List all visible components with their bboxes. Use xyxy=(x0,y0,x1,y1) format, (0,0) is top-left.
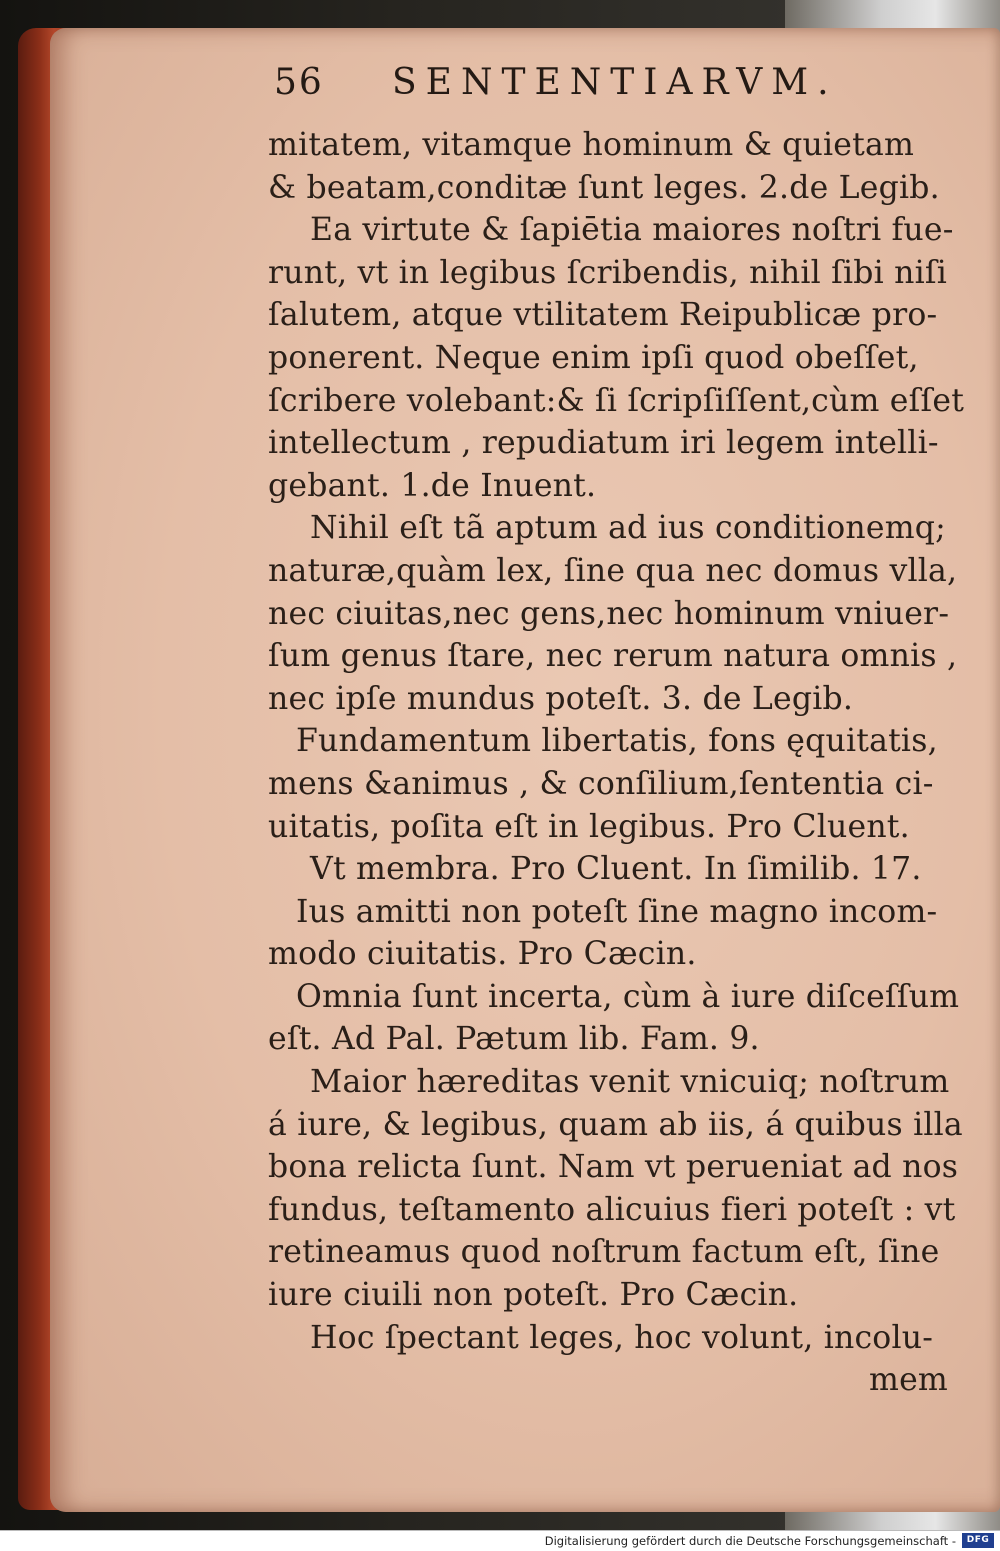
catchword: mem xyxy=(869,1362,948,1399)
text-line: mitatem, vitamque hominum & quietam xyxy=(268,127,915,163)
text-line: ſcribere volebant:& ſi ſcripſiſſent,cùm eſſet xyxy=(268,382,965,419)
text-line: modo ciuitatis. Pro Cæcin. xyxy=(268,936,697,973)
text-line: ponerent. Neque enim ipſi quod obeſſet, xyxy=(268,339,919,376)
text-line: Ea virtute & ſapiētia maiores noſtri fue- xyxy=(310,212,954,249)
text-line: á iure, & legibus, quam ab iis, á quibus illa xyxy=(268,1106,963,1143)
text-line: Omnia ſunt incerta, cùm à iure diſceſſum xyxy=(296,978,960,1015)
text-line: bona relicta ſunt. Nam vt perueniat ad nos xyxy=(268,1149,959,1186)
text-line: ſum genus ſtare, nec rerum natura omnis , xyxy=(268,638,958,675)
text-line: nec ciuitas,nec gens,nec hominum vniuer- xyxy=(268,595,950,632)
text-line: iure ciuili non poteſt. Pro Cæcin. xyxy=(268,1277,799,1314)
text-line: eſt. Ad Pal. Pætum lib. Fam. 9. xyxy=(268,1021,760,1058)
text-line: ſalutem, atque vtilitatem Reipublicæ pro- xyxy=(268,297,938,334)
text-line: Hoc ſpectant leges, hoc volunt, incolu- xyxy=(310,1319,934,1356)
text-line: intellectum , repudiatum iri legem intelli- xyxy=(268,425,939,462)
text-line: & beatam,conditæ ſunt leges. 2.de Legib. xyxy=(268,169,940,206)
dfg-logo: DFG xyxy=(962,1533,994,1548)
text-line: naturæ,quàm lex, ſine qua nec domus vlla, xyxy=(268,552,958,589)
text-line: fundus, teſtamento alicuius fieri poteſt : vt xyxy=(268,1191,956,1228)
text-line: Ius amitti non poteſt ſine magno incom- xyxy=(296,893,938,930)
page-number: 56 xyxy=(274,62,324,103)
text-line: uitatis, poſita eſt in legibus. Pro Cluent. xyxy=(268,808,910,845)
text-line: nec ipſe mundus poteſt. 3. de Legib. xyxy=(268,680,854,717)
running-title: SENTENTIARVM. xyxy=(392,62,838,103)
text-line: Maior hæreditas venit vnicuiq; noſtrum xyxy=(310,1064,950,1101)
running-head xyxy=(274,62,954,108)
text-line: retineamus quod noſtrum factum eſt, ſine xyxy=(268,1234,940,1271)
text-line: Vt membra. Pro Cluent. In ſimilib. 17. xyxy=(310,851,922,888)
text-line: Fundamentum libertatis, fons ęquitatis, xyxy=(296,723,938,760)
text-line: runt, vt in legibus ſcribendis, nihil ſibi niſi xyxy=(268,254,947,291)
funding-credit: Digitalisierung gefördert durch die Deutsche Forschungsgemeinschaft - xyxy=(544,1534,956,1548)
digitization-footer xyxy=(0,1530,1000,1551)
text-line: Nihil eſt tã aptum ad ius conditionemq; xyxy=(310,510,946,547)
page-text xyxy=(268,124,968,1402)
text-line: gebant. 1.de Inuent. xyxy=(268,467,597,504)
text-line: mens &animus , & conſilium,ſententia ci- xyxy=(268,765,934,802)
